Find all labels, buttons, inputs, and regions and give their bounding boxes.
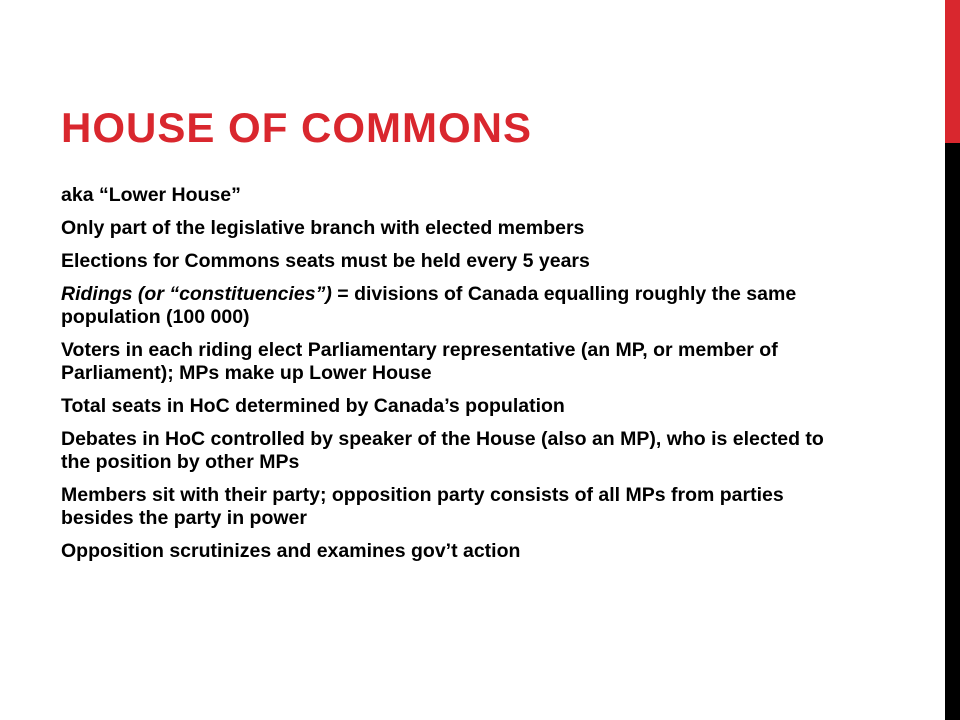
bullet-text: Debates in HoC controlled by speaker of the House (also an MP), who is elected to the position by other MPs xyxy=(61,428,824,473)
bullet-text: Total seats in HoC determined by Canada’s population xyxy=(61,395,565,417)
bullet-item xyxy=(61,395,841,418)
bullet-list xyxy=(61,184,841,573)
accent-bar-red xyxy=(945,0,960,143)
bullet-item xyxy=(61,428,841,474)
bullet-text: Members sit with their party; opposition party consists of all MPs from parties besides the party in power xyxy=(61,484,784,529)
bullet-item xyxy=(61,184,841,207)
bullet-item xyxy=(61,339,841,385)
accent-bar-black xyxy=(945,143,960,720)
bullet-text: aka “Lower House” xyxy=(61,184,241,206)
bullet-item xyxy=(61,540,841,563)
bullet-italic-term: Ridings (or “constituencies”) xyxy=(61,283,332,305)
bullet-item xyxy=(61,250,841,273)
bullet-text: = divisions of Canada equalling roughly the same population (100 000) xyxy=(61,283,797,328)
bullet-text: Opposition scrutinizes and examines gov’t action xyxy=(61,540,521,562)
bullet-text: Voters in each riding elect Parliamentary representative (an MP, or member of Parliament); MPs make up Lower House xyxy=(61,339,778,384)
bullet-item xyxy=(61,217,841,240)
accent-bar xyxy=(945,0,960,720)
slide-title: HOUSE OF COMMONS xyxy=(61,104,533,151)
bullet-text: Only part of the legislative branch with elected members xyxy=(61,217,585,239)
bullet-item xyxy=(61,484,841,530)
bullet-item xyxy=(61,283,841,329)
bullet-text: Elections for Commons seats must be held every 5 years xyxy=(61,250,590,272)
